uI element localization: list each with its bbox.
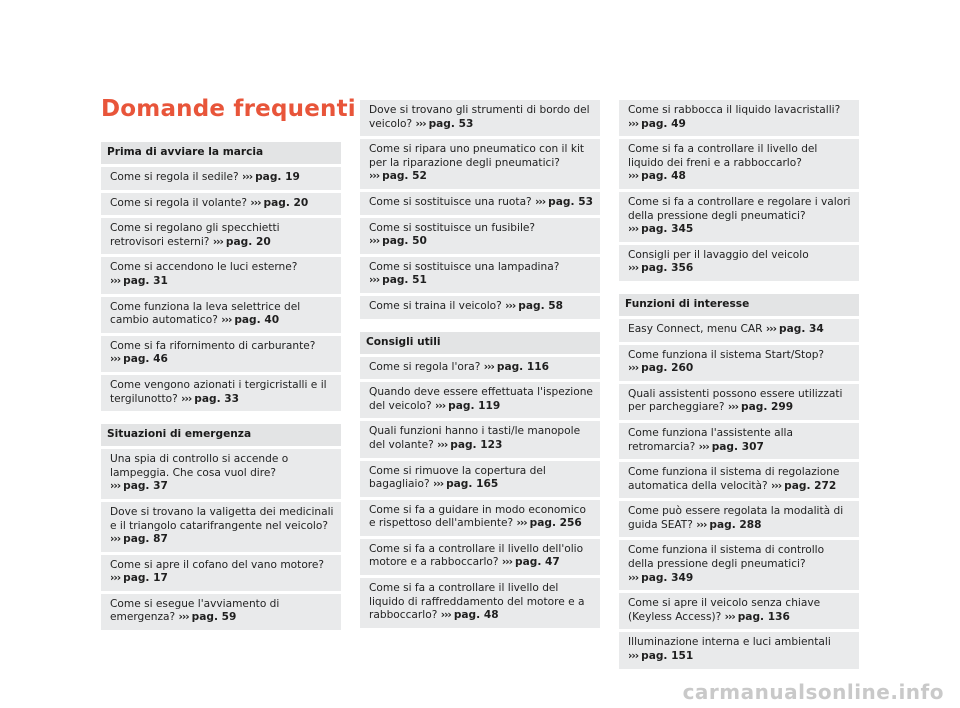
page-number: pag. 116 (496, 360, 550, 373)
section-header: Prima di avviare la marcia (101, 142, 341, 164)
page-number: pag. 33 (194, 392, 240, 405)
faq-entry[interactable] (360, 218, 600, 254)
triple-chevron-icon: ››› (628, 262, 639, 275)
triple-chevron-icon: ››› (241, 171, 253, 183)
page-number: pag. 31 (123, 274, 168, 287)
page-number: pag. 58 (518, 299, 564, 312)
triple-chevron-icon: ››› (628, 650, 639, 663)
faq-entry[interactable] (101, 375, 341, 411)
faq-question: Consigli per il lavaggio del veicolo (628, 248, 809, 261)
triple-chevron-icon: ››› (110, 480, 121, 493)
triple-chevron-icon: ››› (628, 223, 639, 236)
page-number: pag. 307 (711, 440, 764, 453)
triple-chevron-icon: ››› (110, 572, 121, 585)
faq-question: Come si fa a controllare il livello del liquido dei freni e a rabboccarlo? (628, 143, 818, 169)
faq-entry[interactable] (101, 218, 341, 254)
page-reference-link[interactable] (369, 274, 427, 286)
faq-entry[interactable] (619, 345, 859, 381)
faq-question: Come funziona la leva selettrice del cambio automatico? (110, 300, 301, 327)
page-number: pag. 136 (737, 610, 790, 623)
triple-chevron-icon: ››› (440, 609, 451, 622)
faq-question: Come si fa a controllare il livello dell'olio motore e a rabboccarlo? (369, 542, 584, 569)
faq-question: Illuminazione interna e luci ambientali (628, 636, 831, 649)
page-number: pag. 345 (641, 223, 694, 236)
faq-question: Una spia di controllo si accende o lampeggia. Che cosa vuol dire? (110, 453, 289, 479)
faq-question: Come si sostituisce un fusibile? (369, 221, 536, 234)
faq-entry[interactable] (360, 192, 600, 215)
page-reference-link[interactable] (728, 401, 793, 413)
page-number: pag. 53 (548, 195, 593, 208)
faq-entry[interactable] (619, 540, 859, 590)
triple-chevron-icon: ››› (771, 479, 782, 492)
faq-entry[interactable] (360, 461, 600, 497)
faq-entry[interactable] (619, 423, 859, 459)
page-reference-link[interactable] (242, 171, 300, 183)
triple-chevron-icon: ››› (435, 399, 446, 412)
page-number: pag. 123 (450, 438, 503, 451)
faq-question: Come si rabbocca il liquido lavacristalli? (628, 104, 841, 116)
triple-chevron-icon: ››› (501, 556, 512, 569)
page-number: pag. 47 (515, 556, 560, 569)
page-reference-link[interactable] (110, 480, 168, 492)
faq-question: Quali funzioni hanno i tasti/le manopole del volante? (369, 425, 581, 451)
page-reference-link[interactable] (221, 314, 279, 326)
faq-question: Come funziona il sistema di controllo della pressione degli pneumatici? (628, 544, 825, 571)
page-number: pag. 46 (123, 353, 168, 366)
page-reference-link[interactable] (699, 441, 764, 453)
triple-chevron-icon: ››› (212, 235, 223, 248)
triple-chevron-icon: ››› (369, 170, 380, 183)
faq-question: Dove si trovano gli strumenti di bordo del veicolo? (369, 104, 590, 130)
page-number: pag. 37 (123, 480, 168, 493)
page-number: pag. 299 (741, 401, 794, 414)
triple-chevron-icon: ››› (516, 517, 527, 530)
page-number: pag. 59 (191, 611, 237, 624)
faq-entry[interactable] (101, 193, 341, 216)
triple-chevron-icon: ››› (628, 170, 639, 183)
faq-question: Easy Connect, menu CAR (628, 322, 763, 335)
faq-question: Come si fa a controllare e regolare i valori della pressione degli pneumatici? (628, 195, 851, 222)
page-reference-link[interactable] (441, 609, 499, 621)
faq-entry[interactable] (619, 632, 859, 668)
faq-entry[interactable] (101, 502, 341, 552)
faq-entry[interactable] (619, 462, 859, 498)
triple-chevron-icon: ››› (110, 533, 121, 546)
faq-question: Come si fa a controllare il livello del liquido di raffreddamento del motore e a rabboccarlo? (369, 582, 585, 622)
faq-question: Come si apre il veicolo senza chiave (Keyless Access)? (628, 597, 821, 623)
faq-entry[interactable] (101, 167, 341, 190)
triple-chevron-icon: ››› (110, 353, 121, 366)
triple-chevron-icon: ››› (727, 401, 738, 414)
faq-entry[interactable] (619, 245, 859, 281)
page-number: pag. 48 (453, 609, 499, 622)
faq-question: Come si accendono le luci esterne? (110, 261, 298, 274)
faq-question: Dove si trovano la valigetta dei medicinali e il triangolo catarifrangente nel veicolo? (110, 505, 334, 532)
faq-entry[interactable] (619, 384, 859, 420)
section-gap (619, 284, 859, 294)
faq-entry[interactable] (619, 593, 859, 629)
faq-question: Come funziona il sistema di regolazione automatica della velocità? (628, 466, 840, 492)
faq-entry[interactable] (619, 139, 859, 189)
triple-chevron-icon: ››› (221, 314, 232, 327)
faq-question: Come si regolano gli specchietti retrovisori esterni? (110, 222, 280, 248)
page-number: pag. 51 (382, 274, 427, 287)
page-reference-link[interactable] (766, 323, 824, 335)
triple-chevron-icon: ››› (535, 195, 546, 208)
page-number: pag. 260 (641, 362, 694, 375)
page-reference-link[interactable] (771, 480, 836, 492)
triple-chevron-icon: ››› (628, 571, 639, 584)
section-header: Situazioni di emergenza (101, 424, 341, 446)
page-reference-link[interactable] (628, 170, 686, 182)
faq-entry[interactable] (360, 257, 600, 293)
faq-entry[interactable] (360, 382, 600, 418)
faq-question: Come funziona il sistema Start/Stop? (628, 348, 825, 361)
faq-entry[interactable] (360, 100, 600, 136)
page-number: pag. 151 (641, 650, 694, 663)
triple-chevron-icon: ››› (432, 478, 444, 491)
page-number: pag. 87 (123, 533, 168, 546)
faq-question: Come si apre il cofano del vano motore? (110, 558, 325, 571)
page-number: pag. 53 (428, 117, 474, 130)
faq-question: Come si sostituisce una lampadina? (369, 260, 560, 273)
page-number: pag. 165 (446, 478, 499, 491)
faq-question: Come si sostituisce una ruota? (369, 195, 532, 208)
triple-chevron-icon: ››› (369, 235, 380, 248)
page-reference-link[interactable] (110, 353, 168, 365)
page-reference-link[interactable] (628, 572, 693, 584)
faq-entry[interactable] (360, 357, 600, 380)
faq-question: Come può essere regolata la modalità di guida SEAT? (628, 505, 844, 531)
triple-chevron-icon: ››› (698, 440, 709, 453)
faq-entry[interactable] (101, 594, 341, 630)
page-reference-link[interactable] (502, 556, 560, 568)
triple-chevron-icon: ››› (505, 299, 516, 312)
faq-entry[interactable] (101, 336, 341, 372)
page-number: pag. 52 (382, 170, 427, 183)
section-gap (360, 322, 600, 332)
page-reference-link[interactable] (213, 236, 271, 248)
page-number: pag. 349 (641, 571, 694, 584)
faq-column-1 (101, 142, 341, 633)
page-reference-link[interactable] (535, 196, 593, 208)
faq-question: Come funziona l'assistente alla retromarcia? (628, 426, 793, 453)
triple-chevron-icon: ››› (181, 392, 192, 405)
section-gap (101, 414, 341, 424)
page-number: pag. 34 (779, 322, 824, 335)
triple-chevron-icon: ››› (250, 196, 261, 209)
faq-entry[interactable] (101, 257, 341, 293)
page-reference-link[interactable] (517, 517, 582, 529)
triple-chevron-icon: ››› (628, 117, 639, 130)
section-header: Funzioni di interesse (619, 294, 859, 316)
faq-question: Quando deve essere effettuata l'ispezione del veicolo? (369, 386, 593, 412)
page-number: pag. 119 (448, 399, 501, 412)
page-reference-link[interactable] (110, 572, 168, 584)
triple-chevron-icon: ››› (724, 610, 735, 623)
page-reference-link[interactable] (369, 235, 427, 247)
faq-question: Come vengono azionati i tergicristalli e il tergilunotto? (110, 378, 327, 405)
page-reference-link[interactable] (628, 362, 693, 374)
faq-entry[interactable] (101, 555, 341, 591)
faq-question: Come si regola l'ora? (369, 360, 481, 373)
section-header: Consigli utili (360, 332, 600, 354)
page-reference-link[interactable] (696, 519, 761, 531)
page-reference-link[interactable] (433, 478, 498, 490)
faq-question: Come si fa a guidare in modo economico e rispettoso dell'ambiente? (369, 503, 586, 530)
faq-question: Come si esegue l'avviamento di emergenza? (110, 597, 280, 624)
page-reference-link[interactable] (415, 118, 473, 130)
page-reference-link[interactable] (110, 533, 168, 545)
faq-question: Come si regola il volante? (110, 196, 248, 209)
page-number: pag. 19 (255, 171, 300, 183)
triple-chevron-icon: ››› (415, 117, 426, 130)
faq-question: Come si ripara uno pneumatico con il kit per la riparazione degli pneumatici? (369, 143, 585, 169)
page-reference-link[interactable] (628, 118, 686, 130)
faq-entry[interactable] (619, 192, 859, 242)
faq-entry[interactable] (360, 539, 600, 575)
page-reference-link[interactable] (437, 439, 502, 451)
page-number: pag. 356 (641, 262, 694, 275)
page-reference-link[interactable] (628, 223, 693, 235)
faq-column-3 (619, 100, 859, 672)
page-reference-link[interactable] (628, 262, 693, 274)
page-number: pag. 256 (529, 517, 582, 530)
triple-chevron-icon: ››› (628, 362, 639, 375)
triple-chevron-icon: ››› (178, 611, 189, 624)
page-reference-link[interactable] (435, 400, 500, 412)
faq-question: Come si traina il veicolo? (369, 299, 502, 312)
page-reference-link[interactable] (179, 611, 237, 623)
watermark: carmanualsonline.info (682, 680, 944, 704)
page-number: pag. 20 (225, 235, 271, 248)
page-number: pag. 288 (709, 518, 762, 531)
faq-question: Come si fa rifornimento di carburante? (110, 339, 316, 352)
faq-entry[interactable] (360, 296, 600, 319)
page-reference-link[interactable] (484, 361, 549, 373)
page-number: pag. 49 (641, 117, 686, 130)
faq-entry[interactable] (619, 100, 859, 136)
faq-entry[interactable] (619, 501, 859, 537)
triple-chevron-icon: ››› (110, 274, 121, 287)
page-number: pag. 20 (263, 196, 309, 209)
page-number: pag. 272 (784, 479, 837, 492)
faq-entry[interactable] (360, 500, 600, 536)
triple-chevron-icon: ››› (696, 518, 707, 531)
page-reference-link[interactable] (725, 611, 790, 623)
page-number: pag. 50 (382, 235, 427, 248)
triple-chevron-icon: ››› (483, 360, 494, 373)
faq-entry[interactable] (101, 449, 341, 499)
page-reference-link[interactable] (181, 393, 239, 405)
page-reference-link[interactable] (628, 650, 693, 662)
faq-entry[interactable] (360, 421, 600, 457)
faq-column-2 (360, 100, 600, 631)
page-number: pag. 17 (123, 572, 168, 585)
faq-entry[interactable] (101, 297, 341, 333)
faq-question: Quali assistenti possono essere utilizzati per parcheggiare? (628, 387, 843, 414)
page-reference-link[interactable] (250, 197, 308, 209)
page-reference-link[interactable] (505, 300, 563, 312)
page-number: pag. 48 (641, 170, 686, 183)
triple-chevron-icon: ››› (437, 438, 448, 451)
triple-chevron-icon: ››› (765, 322, 777, 335)
faq-entry[interactable] (619, 319, 859, 342)
page-title: Domande frequenti (101, 96, 356, 122)
faq-question: Come si rimuove la copertura del bagagliaio? (369, 464, 546, 491)
page-number: pag. 40 (234, 314, 280, 327)
page-reference-link[interactable] (369, 170, 427, 182)
faq-entry[interactable] (360, 578, 600, 628)
faq-entry[interactable] (360, 139, 600, 189)
faq-question: Come si regola il sedile? (110, 171, 239, 183)
page-reference-link[interactable] (110, 275, 168, 287)
triple-chevron-icon: ››› (369, 274, 380, 287)
